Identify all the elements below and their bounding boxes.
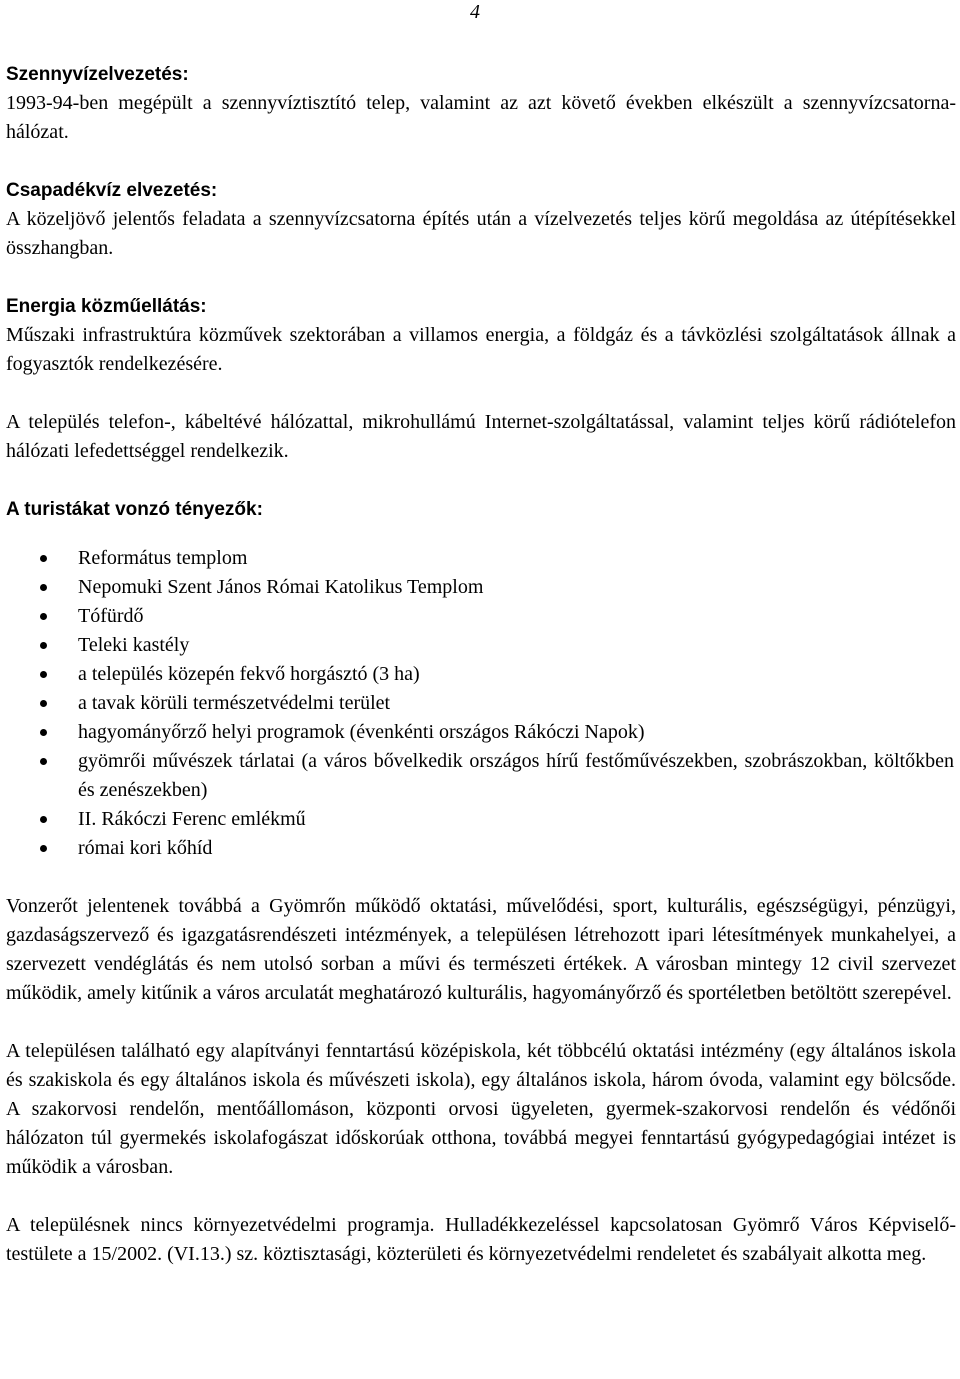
section-energia [6,292,956,379]
bullet-icon [40,584,47,591]
list-item: Tófürdő [6,602,956,631]
section-heading: A turistákat vonzó tényezők: [6,499,263,520]
section-heading: Csapadékvíz elvezetés: [6,180,218,201]
list-item: hagyományőrző helyi programok (évenkénti országos Rákóczi Napok) [6,718,956,747]
section-paragraph: 1993-94-ben megépült a szennyvíztisztító telep, valamint az azt követő években elkészült a szennyvízcsatorna-hálózat. [6,92,956,143]
bullet-icon [40,613,47,620]
paragraph-oktatas: A településen található egy alapítványi fenntartású középiskola, két többcélú oktatási intézmény (egy általános iskola és szakiskola és egy általános iskola és művészeti iskola), egy általános iskola, három óvoda, valamint egy bölcsőde. A szakorvosi rendelőn, mentőállomáson, központi orvosi ügyeleten, gyermek-szakorvosi rendelőn és védőnői hálózaton túl gyermekés iskolafogászat időskorúak otthona, továbbá megyei fenntartású gyógypedagógiai intézet is működik a városban. [6,1040,956,1178]
section-heading: Szennyvízelvezetés: [6,64,189,85]
list-item: II. Rákóczi Ferenc emlékmű [6,805,956,834]
section-turistak [6,495,956,863]
bullet-icon [40,729,47,736]
bullet-icon [40,700,47,707]
list-item: a tavak körüli természetvédelmi terület [6,689,956,718]
list-item: Teleki kastély [6,631,956,660]
section-szennyvizelvezetes [6,60,956,147]
paragraph-vonzerot: Vonzerőt jelentenek továbbá a Gyömrőn működő oktatási, művelődési, sport, kulturális, egészségügyi, pénzügyi, gazdaságszervező és igazgatásrendészeti intézmények, a településen létrehozott ipari létesítmények munkahelyei, a szervezett vendéglátás és nem utolsó sorban a művi és természeti értékek. A városban mintegy 12 civil szervezet működik, amely kitűnik a város arculatát meghatározó kulturális, hagyományőrző és sportéletben betöltött szerepével. [6,895,956,1004]
section-heading: Energia közműellátás: [6,296,207,317]
page-number: 4 [470,1,480,23]
list-item: Nepomuki Szent János Római Katolikus Templom [6,573,956,602]
paragraph-telefon: A település telefon-, kábeltévé hálózattal, mikrohullámú Internet-szolgáltatással, valamint teljes körű rádiótelefon hálózati lefedettséggel rendelkezik. [6,411,956,462]
attractions-list [6,544,956,863]
bullet-icon [40,845,47,852]
bullet-icon [40,642,47,649]
list-item: gyömrői művészek tárlatai (a város bővelkedik országos hírű festőművészekben, szobrászokban, költőkben és zenészekben) [6,747,956,805]
list-item: Református templom [6,544,956,573]
bullet-icon [40,555,47,562]
section-paragraph: A közeljövő jelentős feladata a szennyvízcsatorna építés után a vízelvezetés teljes körű megoldása az útépítésekkel összhangban. [6,208,956,259]
list-item: a település közepén fekvő horgásztó (3 ha) [6,660,956,689]
paragraph-kornyezetvedelem: A településnek nincs környezetvédelmi programja. Hulladékkezeléssel kapcsolatosan Gyömrő Város Képviselő-testülete a 15/2002. (VI.13.) sz. köztisztasági, közterületi és környezetvédelmi rendeletet és szabályait alkotta meg. [6,1214,956,1265]
list-item: római kori kőhíd [6,834,956,863]
bullet-icon [40,816,47,823]
document-body [6,60,956,1269]
bullet-icon [40,758,47,765]
bullet-icon [40,671,47,678]
section-paragraph: Műszaki infrastruktúra közművek szektorában a villamos energia, a földgáz és a távközlési szolgáltatások állnak a fogyasztók rendelkezésére. [6,324,956,375]
section-csapadekviz [6,176,956,263]
